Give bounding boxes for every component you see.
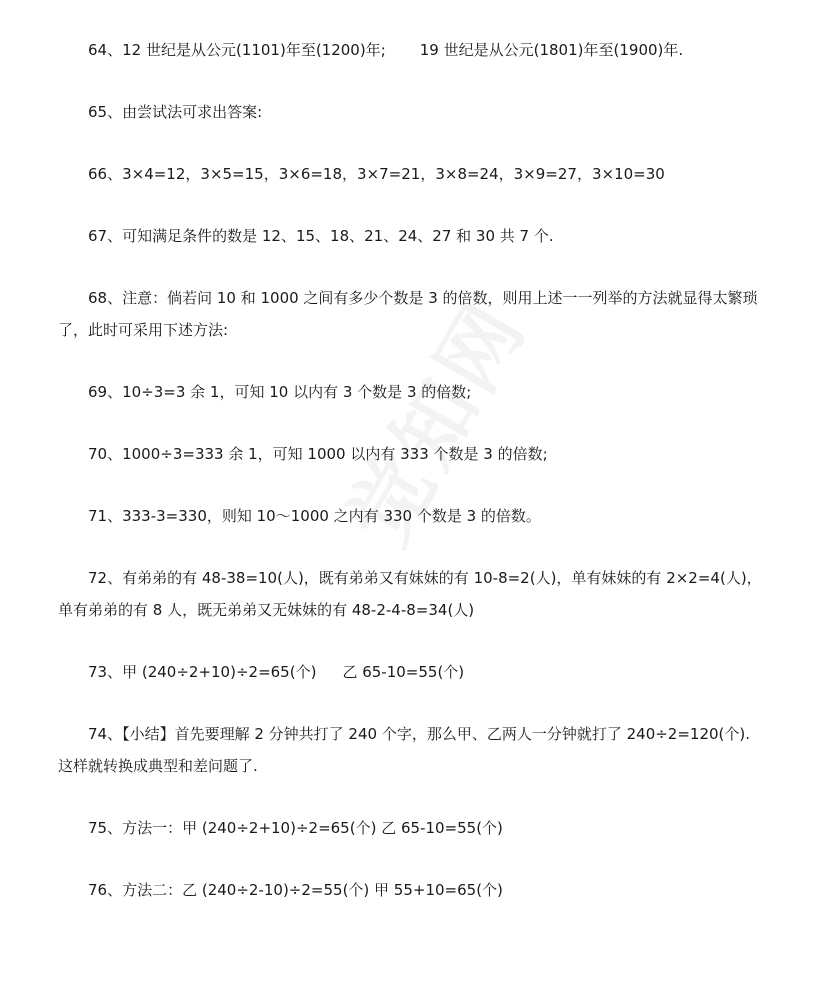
item-75: 75、方法一：甲 (240÷2+10)÷2=65(个) 乙 65-10=55(个) xyxy=(88,819,503,837)
item-65: 65、由尝试法可求出答案: xyxy=(88,103,263,121)
item-64 xyxy=(88,40,683,60)
item-74-line2: 这样就转换成典型和差问题了. xyxy=(58,757,258,775)
item-64-part1: 64、12 世纪是从公元(1101)年至(1200)年; xyxy=(88,41,386,59)
item-73-part1: 73、甲 (240÷2+10)÷2=65(个) xyxy=(88,663,317,681)
item-68-line2: 了，此时可采用下述方法: xyxy=(58,321,229,339)
item-72-line2: 单有弟弟的有 8 人，既无弟弟又无妹妹的有 48-2-4-8=34(人) xyxy=(58,601,475,619)
item-72-line1: 72、有弟弟的有 48-38=10(人)，既有弟弟又有妹妹的有 10-8=2(人)，单有妹妹的有 2×2=4(人)， xyxy=(88,569,762,587)
item-70: 70、1000÷3=333 余 1，可知 1000 以内有 333 个数是 3 的倍数; xyxy=(88,445,548,463)
item-66: 66、3×4=12，3×5=15，3×6=18，3×7=21，3×8=24，3×9=27，3×10=30 xyxy=(88,165,665,183)
item-68-line1: 68、注意：倘若问 10 和 1000 之间有多少个数是 3 的倍数，则用上述一一列举的方法就显得太繁琐 xyxy=(88,289,758,307)
item-73 xyxy=(88,662,464,682)
item-69: 69、10÷3=3 余 1，可知 10 以内有 3 个数是 3 的倍数; xyxy=(88,383,472,401)
item-76: 76、方法二：乙 (240÷2-10)÷2=55(个) 甲 55+10=65(个) xyxy=(88,881,503,899)
item-71: 71、333-3=330，则知 10～1000 之内有 330 个数是 3 的倍数。 xyxy=(88,507,541,525)
item-74-line1: 74、【小结】首先要理解 2 分钟共打了 240 个字，那么甲、乙两人一分钟就打了 240÷2=120(个). xyxy=(88,725,751,743)
item-64-part2: 19 世纪是从公元(1801)年至(1900)年. xyxy=(419,41,684,59)
item-73-part2: 乙 65-10=55(个) xyxy=(342,663,465,681)
item-67: 67、可知满足条件的数是 12、15、18、21、24、27 和 30 共 7 个. xyxy=(88,227,554,245)
